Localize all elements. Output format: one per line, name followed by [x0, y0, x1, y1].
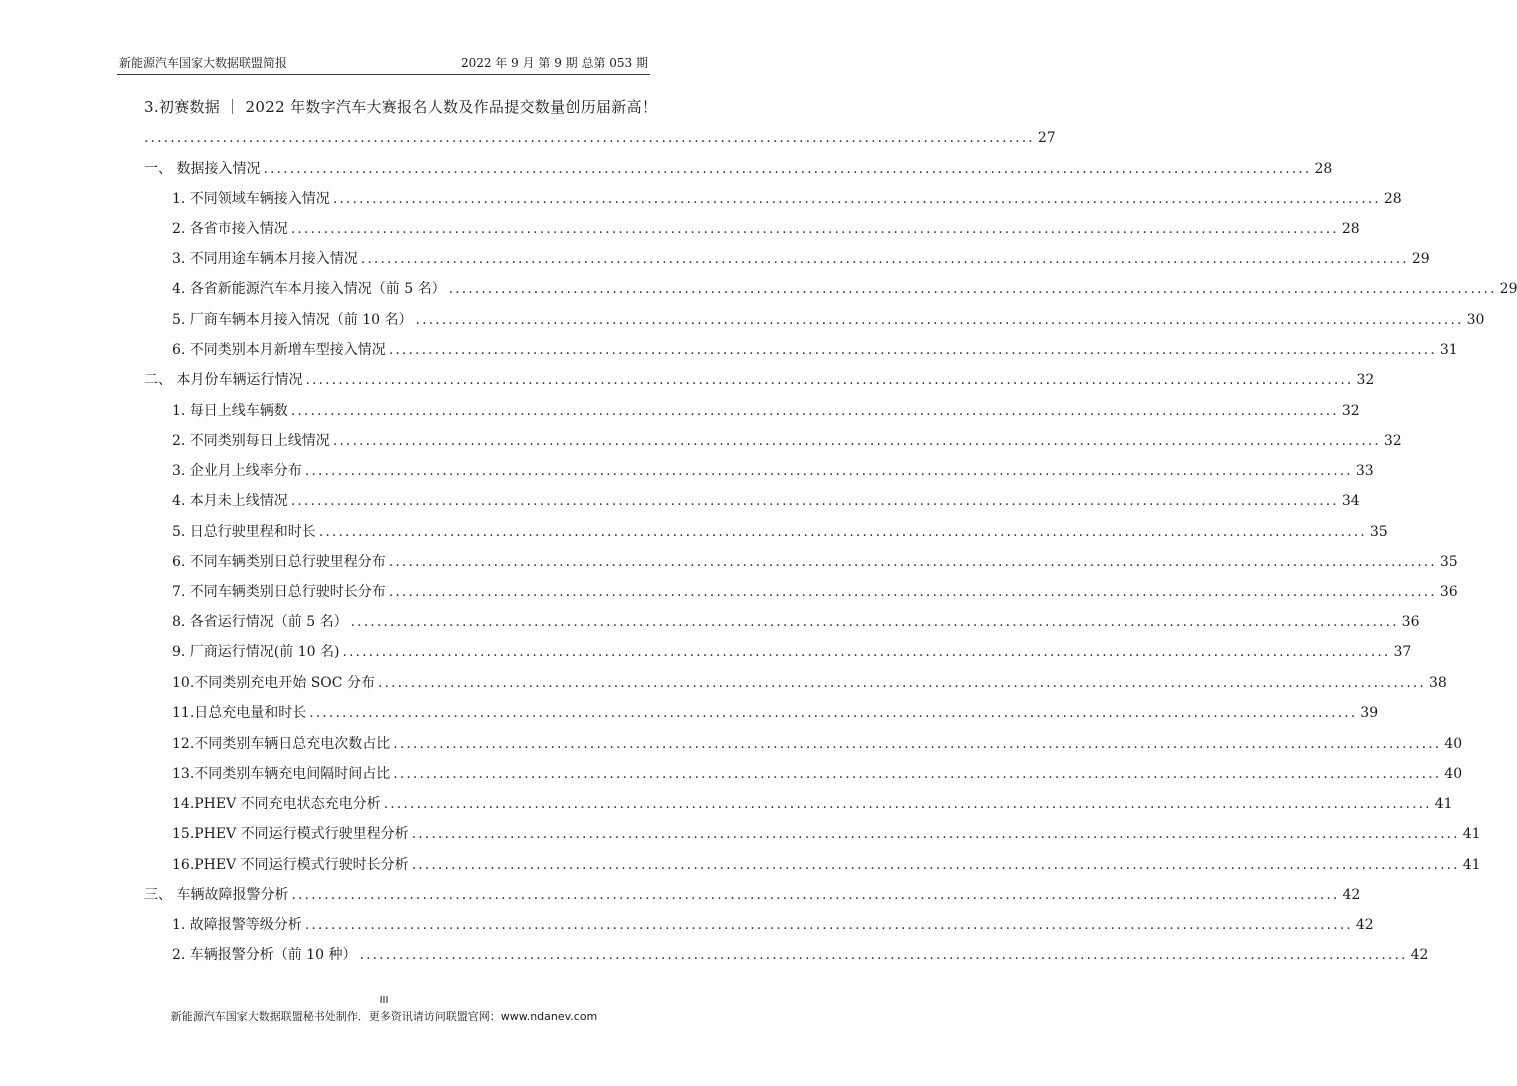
toc-page-number: 28: [1314, 161, 1333, 177]
toc-entry[interactable]: [172, 793, 1453, 813]
toc-entry-label: 2. 不同类别每日上线情况: [172, 433, 330, 449]
toc-entry[interactable]: [144, 158, 1333, 178]
toc-entry[interactable]: [172, 490, 1360, 510]
leader-dots: ................................................................................................................................................................: [290, 221, 1339, 237]
toc-entry-label: 2. 车辆报警分析（前 10 种）: [172, 947, 357, 963]
toc-entry[interactable]: [172, 581, 1458, 601]
toc-entry-title-page-line[interactable]: [144, 130, 1056, 150]
leader-dots: ................................................................................................................................................................: [411, 857, 1460, 873]
leader-dots: ........................................................................................................................................: [144, 130, 1035, 146]
toc-entry-label: 9. 厂商运行情况(前 10 名): [172, 644, 340, 660]
leader-dots: ................................................................................................................................................................: [360, 251, 1409, 267]
toc-entry-label: 1. 不同领域车辆接入情况: [172, 191, 330, 207]
toc-page-number: 36: [1401, 614, 1420, 630]
toc-entry-label: 11.日总充电量和时长: [172, 705, 307, 721]
toc-page-number: 35: [1369, 524, 1388, 540]
footer-note: 新能源汽车国家大数据联盟秘书处制作．更多资讯请访问联盟官网：www.ndanev.com: [170, 1010, 598, 1023]
leader-dots: ................................................................................................................................................................: [263, 161, 1312, 177]
toc-entry-label: 10.不同类别充电开始 SOC 分布: [172, 675, 375, 691]
leader-dots: ................................................................................................................................................................: [290, 493, 1339, 509]
toc-entry[interactable]: [172, 430, 1402, 450]
toc-entry-label: 一、 数据接入情况: [144, 161, 261, 177]
toc-entry[interactable]: [172, 248, 1430, 268]
toc-entry[interactable]: [172, 702, 1379, 722]
toc-entry[interactable]: [172, 823, 1481, 843]
toc-entry-label: 15.PHEV 不同运行模式行驶里程分析: [172, 826, 409, 842]
toc-page-number: 42: [1410, 947, 1429, 963]
leader-dots: ................................................................................................................................................................: [411, 826, 1460, 842]
leader-dots: ................................................................................................................................................................: [388, 342, 1437, 358]
toc-page-number: 42: [1342, 887, 1361, 903]
toc-entry-label: 7. 不同车辆类别日总行驶时长分布: [172, 584, 386, 600]
toc-entry-label: 2. 各省市接入情况: [172, 221, 288, 237]
toc-entry[interactable]: [172, 551, 1458, 571]
leader-dots: ................................................................................................................................................................: [393, 766, 1442, 782]
toc-entry[interactable]: [144, 369, 1375, 389]
leader-dots: ................................................................................................................................................................: [415, 312, 1464, 328]
leader-dots: ................................................................................................................................................................: [291, 887, 1340, 903]
leader-dots: ................................................................................................................................................................: [383, 796, 1432, 812]
toc-entry[interactable]: [172, 914, 1374, 934]
toc-page-number: 32: [1356, 372, 1375, 388]
leader-dots: ................................................................................................................................................................: [332, 191, 1381, 207]
toc-page-number: 29: [1499, 281, 1517, 297]
leader-dots: ................................................................................................................................................................: [304, 917, 1353, 933]
leader-dots: ................................................................................................................................................................: [318, 524, 1367, 540]
toc-entry[interactable]: [172, 400, 1360, 420]
toc-entry[interactable]: [172, 309, 1485, 329]
toc-entry-label: 12.不同类别车辆日总充电次数占比: [172, 736, 391, 752]
toc-entry[interactable]: [172, 339, 1458, 359]
leader-dots: ................................................................................................................................................................: [388, 584, 1437, 600]
toc-page-number: 27: [1037, 130, 1056, 146]
toc-entry[interactable]: [172, 460, 1374, 480]
toc-entry-label: 3. 企业月上线率分布: [172, 463, 302, 479]
toc-page-number: 35: [1439, 554, 1458, 570]
toc-page-number: 36: [1439, 584, 1458, 600]
leader-dots: ................................................................................................................................................................: [332, 433, 1381, 449]
toc-page-number: 28: [1341, 221, 1360, 237]
toc-entry[interactable]: [172, 218, 1360, 238]
toc-page-number: 42: [1355, 917, 1374, 933]
footer-page-number: III: [379, 995, 389, 1006]
toc-page-number: 29: [1411, 251, 1430, 267]
toc-entry[interactable]: [172, 672, 1447, 692]
toc-entry-title[interactable]: 3.初赛数据 ｜ 2022 年数字汽车大赛报名人数及作品提交数量创历届新高！: [144, 98, 658, 116]
toc-page-number: 32: [1341, 403, 1360, 419]
leader-dots: ................................................................................................................................................................: [304, 463, 1353, 479]
toc-entry[interactable]: [172, 188, 1402, 208]
toc-entry[interactable]: [172, 733, 1463, 753]
toc-entry-label: 1. 每日上线车辆数: [172, 403, 288, 419]
toc-entry[interactable]: [172, 611, 1420, 631]
toc-page-number: 38: [1428, 675, 1447, 691]
toc-page-number: 40: [1444, 766, 1463, 782]
toc-entry-label: 8. 各省运行情况（前 5 名）: [172, 614, 348, 630]
toc-entry[interactable]: [172, 641, 1412, 661]
leader-dots: ................................................................................................................................................................: [448, 281, 1497, 297]
toc-entry[interactable]: [172, 944, 1429, 964]
toc-page-number: 33: [1355, 463, 1374, 479]
toc-page-number: 31: [1439, 342, 1458, 358]
toc-page-number: 37: [1393, 644, 1412, 660]
toc-entry-label: 13.不同类别车辆充电间隔时间占比: [172, 766, 391, 782]
leader-dots: ................................................................................................................................................................: [393, 736, 1442, 752]
toc-entry[interactable]: [172, 763, 1463, 783]
page-header: [117, 52, 650, 75]
toc-page-number: 39: [1360, 705, 1379, 721]
toc-page-number: 30: [1466, 312, 1485, 328]
toc-page-number: 41: [1434, 796, 1453, 812]
toc-page-number: 41: [1462, 857, 1481, 873]
toc-entry[interactable]: [172, 854, 1481, 874]
toc-entry-label: 三、 车辆故障报警分析: [144, 887, 289, 903]
toc-entry-label: 4. 各省新能源汽车本月接入情况（前 5 名）: [172, 281, 446, 297]
toc-entry[interactable]: [172, 278, 1517, 298]
toc-entry-label: 5. 日总行驶里程和时长: [172, 524, 316, 540]
toc-page-number: 40: [1444, 736, 1463, 752]
header-issue-info: 2022 年 9 月 第 9 期 总第 053 期: [460, 56, 648, 70]
toc-page-number: 32: [1383, 433, 1402, 449]
toc-page-number: 41: [1462, 826, 1481, 842]
toc-entry-label: 6. 不同车辆类别日总行驶里程分布: [172, 554, 386, 570]
leader-dots: ................................................................................................................................................................: [350, 614, 1399, 630]
leader-dots: ................................................................................................................................................................: [359, 947, 1408, 963]
toc-entry[interactable]: [172, 521, 1388, 541]
leader-dots: ................................................................................................................................................................: [290, 403, 1339, 419]
leader-dots: ................................................................................................................................................................: [388, 554, 1437, 570]
toc-page-number: 34: [1341, 493, 1360, 509]
leader-dots: ................................................................................................................................................................: [342, 644, 1391, 660]
leader-dots: ................................................................................................................................................................: [305, 372, 1354, 388]
toc-entry-label: 6. 不同类别本月新增车型接入情况: [172, 342, 386, 358]
toc-entry-label: 16.PHEV 不同运行模式行驶时长分析: [172, 857, 409, 873]
toc-entry-label: 5. 厂商车辆本月接入情况（前 10 名）: [172, 312, 413, 328]
toc-entry-label: 1. 故障报警等级分析: [172, 917, 302, 933]
header-publication-title: 新能源汽车国家大数据联盟简报: [119, 56, 288, 70]
leader-dots: ................................................................................................................................................................: [309, 705, 1358, 721]
toc-entry-label: 3. 不同用途车辆本月接入情况: [172, 251, 358, 267]
toc-page-number: 28: [1383, 191, 1402, 207]
toc-entry-label: 14.PHEV 不同充电状态充电分析: [172, 796, 381, 812]
leader-dots: ................................................................................................................................................................: [377, 675, 1426, 691]
toc-entry[interactable]: [144, 884, 1361, 904]
toc-entry-label: 4. 本月未上线情况: [172, 493, 288, 509]
toc-entry-label: 二、 本月份车辆运行情况: [144, 372, 303, 388]
